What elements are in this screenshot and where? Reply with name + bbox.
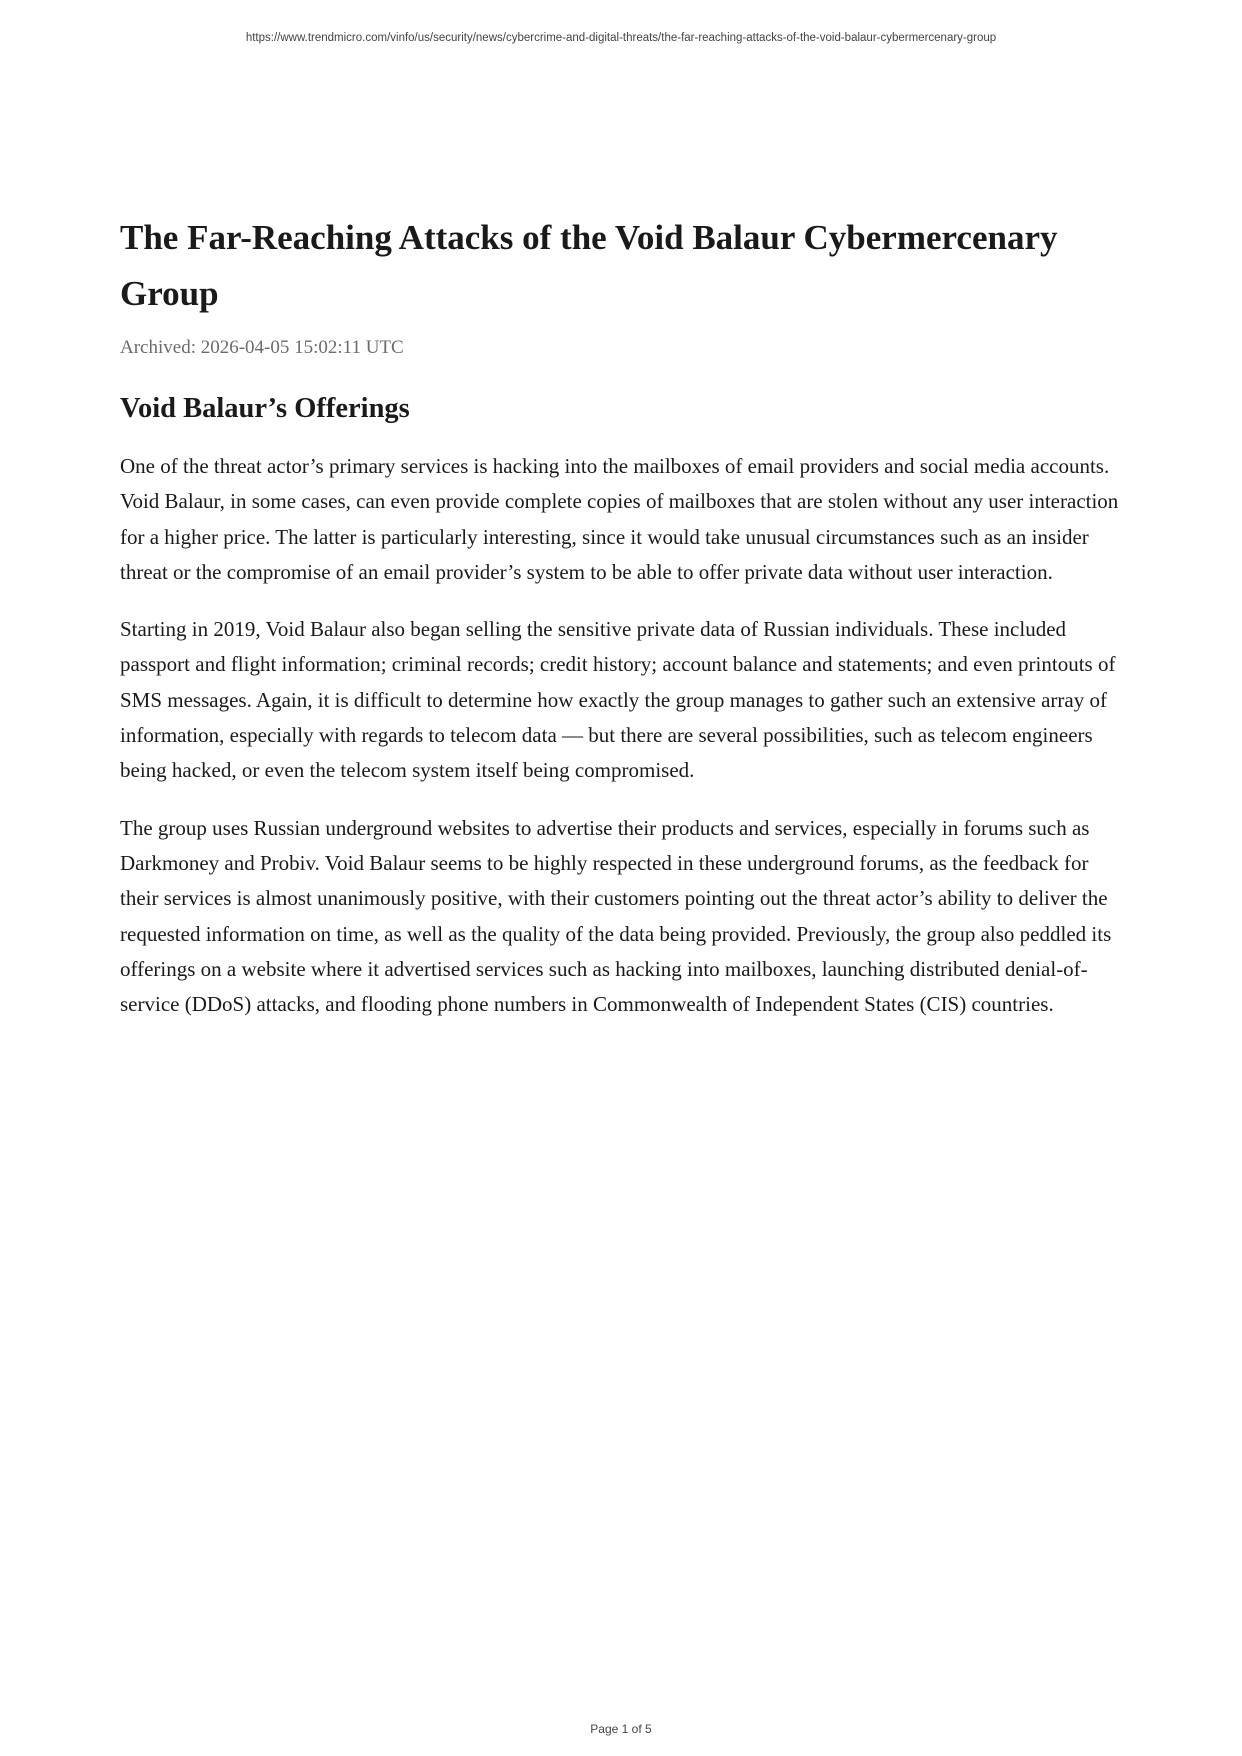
source-url: https://www.trendmicro.com/vinfo/us/security/news/cybercrime-and-digital-threats/the-far-reaching-attacks-of-the-void-balaur-cybermercenary-group	[245, 32, 997, 44]
archived-timestamp: Archived: 2026-04-05 15:02:11 UTC	[120, 337, 404, 358]
article	[120, 210, 1130, 1022]
paragraph: One of the threat actor’s primary services is hacking into the mailboxes of email providers and social media accounts. Void Balaur, in some cases, can even provide complete copies of mailboxes that are stolen without any user interaction for a higher price. The latter is particularly interesting, since it would take unusual circumstances such as an insider threat or the compromise of an email provider’s system to be able to offer private data without user interaction.	[120, 454, 1119, 584]
paragraph: The group uses Russian underground websites to advertise their products and services, especially in forums such as Darkmoney and Probiv. Void Balaur seems to be highly respected in these underground forums, as the feedback for their services is almost unanimously positive, with their customers pointing out the threat actor’s ability to deliver the requested information on time, as well as the quality of the data being provided. Previously, the group also peddled its offerings on a website where it advertised services such as hacking into mailboxes, launching distributed denial-of-service (DDoS) attacks, and flooding phone numbers in Commonwealth of Independent States (CIS) countries.	[120, 815, 1112, 1017]
paragraph: Starting in 2019, Void Balaur also began selling the sensitive private data of Russian individuals. These included passport and flight information; criminal records; credit history; account balance and statements; and even printouts of SMS messages. Again, it is difficult to determine how exactly the group manages to gather such an extensive array of information, especially with regards to telecom data — but there are several possibilities, such as telecom engineers being hacked, or even the telecom system itself being compromised.	[120, 617, 1116, 783]
section-heading: Void Balaur’s Offerings	[120, 393, 410, 424]
article-title: The Far-Reaching Attacks of the Void Balaur Cybermercenary Group	[120, 218, 1058, 313]
page-number: Page 1 of 5	[590, 1722, 652, 1736]
